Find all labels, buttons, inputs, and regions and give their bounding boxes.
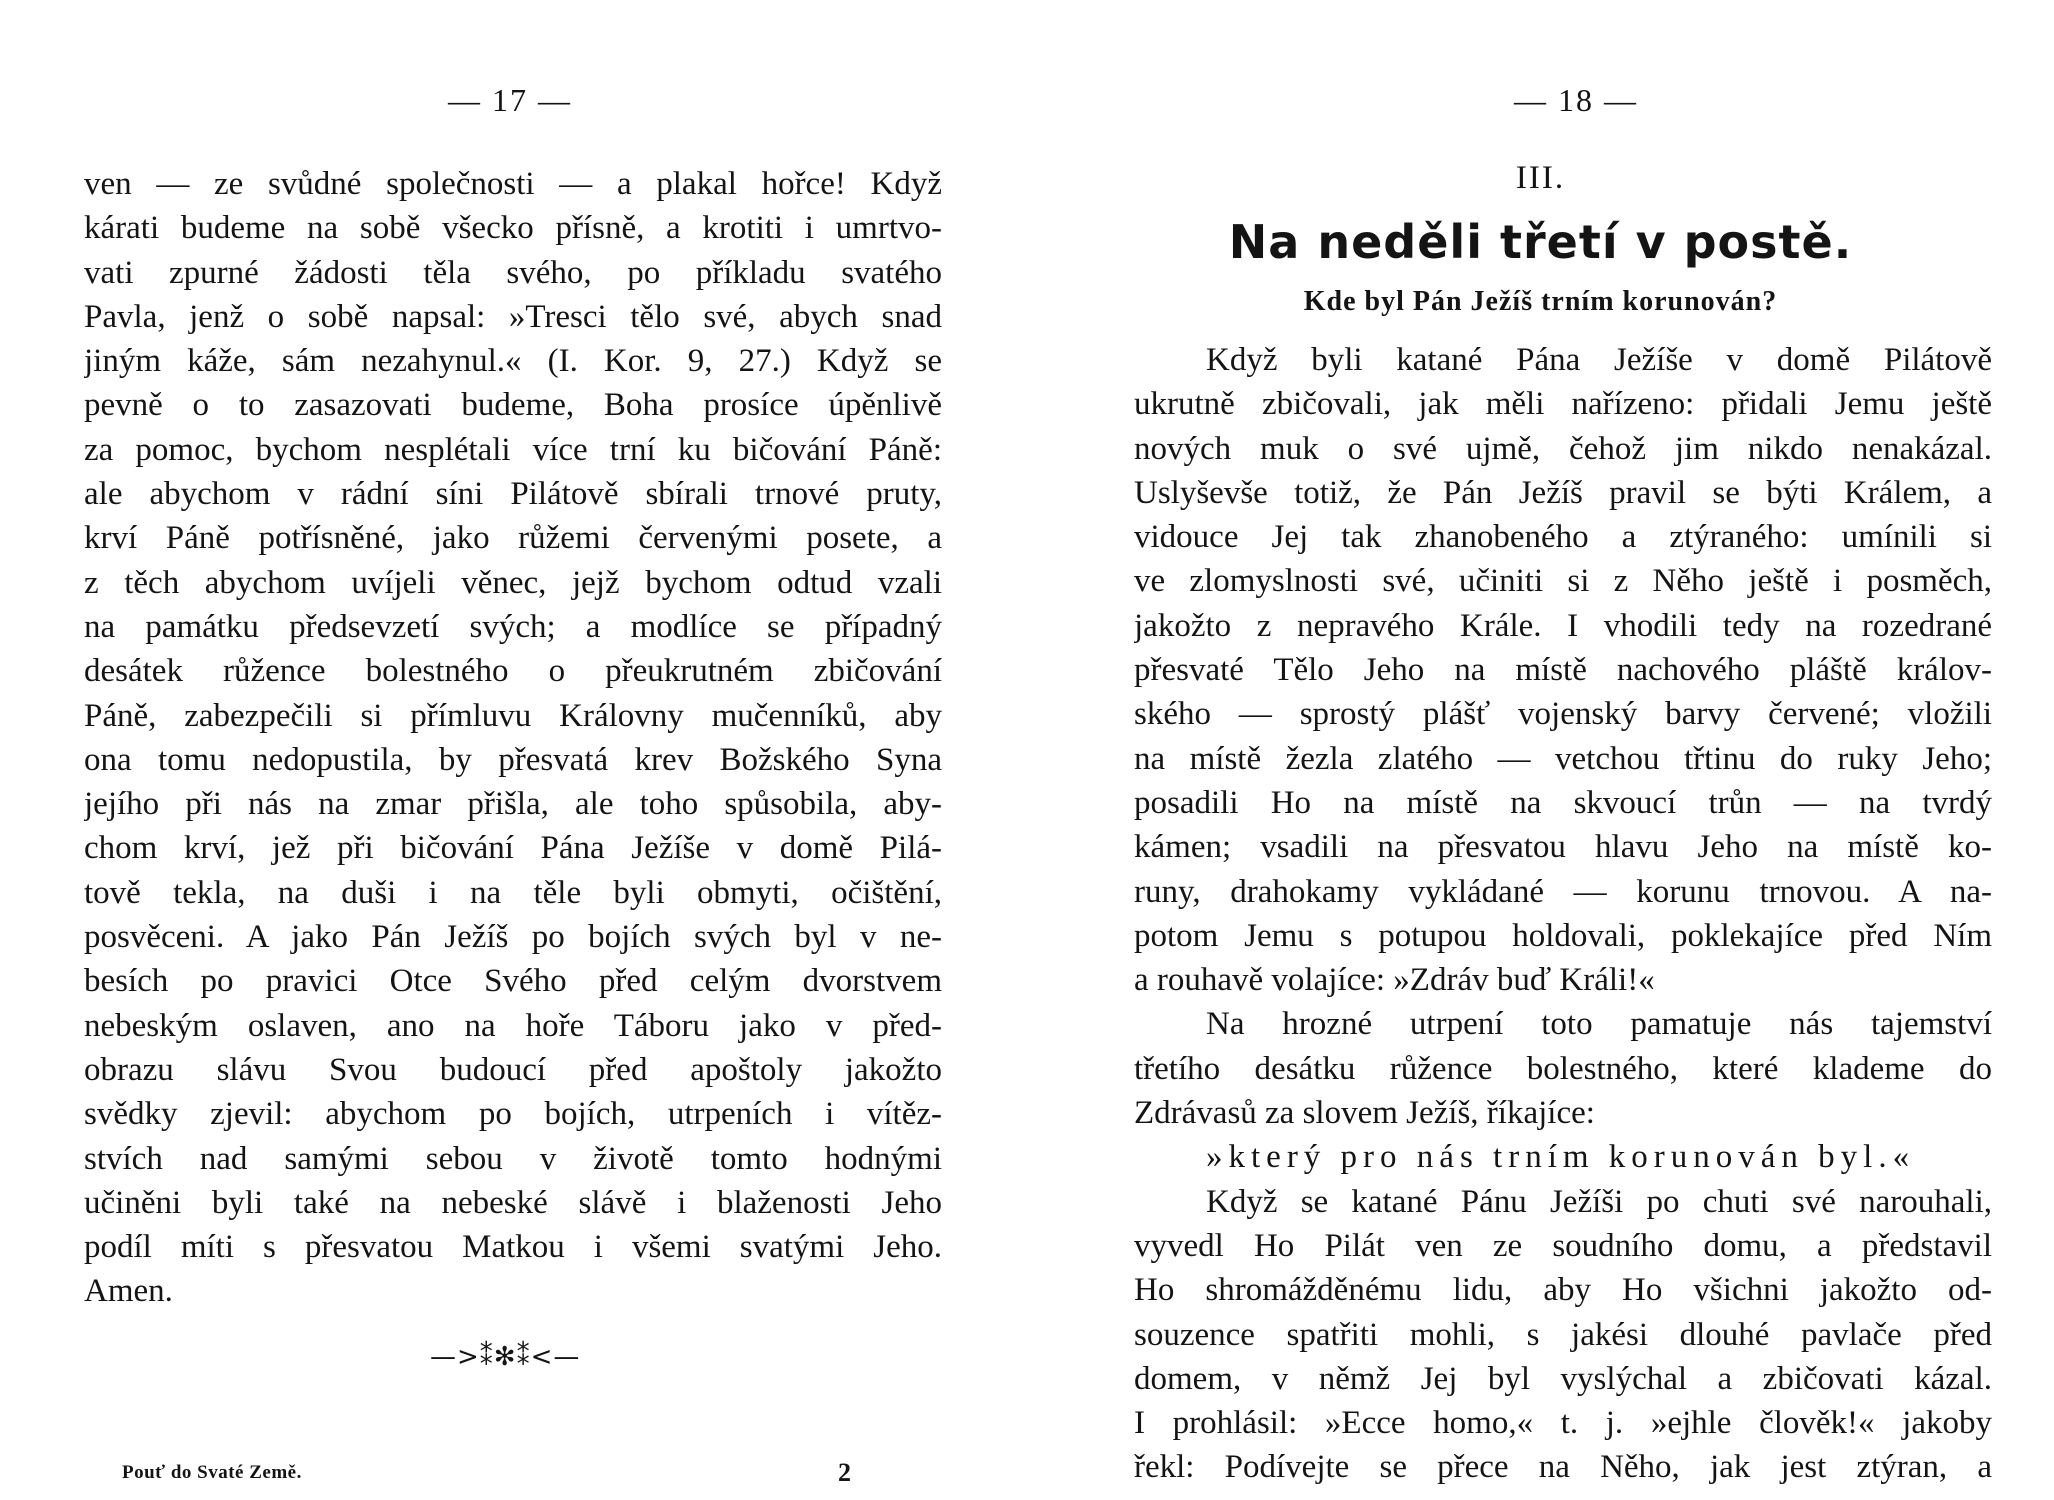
body-text bbox=[84, 162, 942, 1314]
text-line: svědky zjevil: abychom po bojích, utrpeních i vítěz- bbox=[84, 1096, 942, 1133]
text-line: jejího při nás na zmar přišla, ale toho spůsobila, aby- bbox=[84, 786, 942, 823]
text-line: potom Jemu s potupou holdovali, poklekajíce před Ním bbox=[1134, 917, 1992, 954]
text-line: besích po pravici Otce Svého před celým dvorstvem bbox=[84, 963, 942, 1000]
text-line: kámen; vsadili na přesvatou hlavu Jeho na místě ko- bbox=[1134, 829, 1992, 866]
text-line: Ho shromážděnému lidu, aby Ho všichni jakožto od- bbox=[1134, 1272, 1992, 1309]
text-line: kárati budeme na sobě všecko přísně, a krotiti i umrtvo- bbox=[84, 210, 942, 247]
text-line: řekl: Podívejte se přece na Něho, jak jest ztýran, a bbox=[1134, 1449, 1992, 1486]
text-line: stvích nad samými sebou v životě tomto hodnými bbox=[84, 1140, 942, 1177]
text-line: posadili Ho na místě na skvoucí trůn — na tvrdý bbox=[1134, 784, 1992, 821]
page-number: — 17 — bbox=[448, 82, 572, 118]
text-line: vyvedl Ho Pilát ven ze soudního domu, a představil bbox=[1134, 1227, 1992, 1264]
right-page bbox=[1027, 0, 2054, 1500]
text-line: obrazu slávu Svou budoucí před apoštoly jakožto bbox=[84, 1051, 942, 1088]
text-line: I prohlásil: »Ecce homo,« t. j. »ejhle člověk!« jakoby bbox=[1134, 1405, 1992, 1442]
text-line: ven — ze svůdné společnosti — a plakal hořce! Když bbox=[84, 166, 942, 202]
text-line: krví Páně potřísněné, jako růžemi červenými posete, a bbox=[84, 520, 942, 557]
text-line: souzence spatřiti mohli, s jakési dlouhé pavlače před bbox=[1134, 1316, 1992, 1353]
text-line: jakožto z nepravého Krále. I vhodili tedy na rozedrané bbox=[1134, 607, 1992, 644]
text-line: »který pro nás trním korunován byl.« bbox=[1206, 1139, 1916, 1176]
text-line: z těch abychom uvíjeli věnec, jejž bychom odtud vzali bbox=[84, 564, 942, 601]
text-line: na památku předsevzetí svých; a modlíce se případný bbox=[84, 608, 942, 645]
ornament: —>⁑✻⁑<— bbox=[430, 1342, 581, 1372]
text-line: jiným káže, sám nezahynul.« (I. Kor. 9, 27.) Když se bbox=[84, 343, 942, 380]
text-line: ale abychom v rádní síni Pilátově sbírali trnové pruty, bbox=[84, 476, 942, 513]
footer-book-title: Pouť do Svaté Země. bbox=[122, 1462, 302, 1483]
text-line: a rouhavě volajíce: »Zdráv buď Králi!« bbox=[1134, 962, 1655, 999]
text-line: Na hrozné utrpení toto pamatuje nás tajemství bbox=[1206, 1006, 1992, 1043]
signature-mark: 2 bbox=[838, 1458, 851, 1487]
text-line: vidouce Jej tak zhanobeného a ztýraného: umínili si bbox=[1134, 519, 1992, 556]
text-line: Pavla, jenž o sobě napsal: »Tresci tělo své, abych snad bbox=[84, 298, 942, 335]
text-line: nebeským oslaven, ano na hoře Táboru jako v před- bbox=[84, 1007, 942, 1044]
text-line: ukrutně zbičovali, jak měli nařízeno: přidali Jemu ještě bbox=[1134, 386, 1992, 423]
text-line: za pomoc, bychom nesplétali více trní ku bičování Páně: bbox=[84, 431, 942, 468]
chapter-subtitle: Kde byl Pán Ježíš trním korunován? bbox=[1303, 286, 1778, 317]
text-line: přesvaté Tělo Jeho na místě nachového pláště králov- bbox=[1134, 652, 1992, 689]
text-line: pevně o to zasazovati budeme, Boha prosíce úpěnlivě bbox=[84, 387, 942, 424]
text-line: Zdrávasů za slovem Ježíš, říkajíce: bbox=[1134, 1095, 1595, 1132]
text-line: ského — sprostý plášť vojenský barvy červené; vložili bbox=[1134, 696, 1992, 733]
text-line: posvěceni. A jako Pán Ježíš po bojích svých byl v ne- bbox=[84, 919, 942, 956]
text-line: tově tekla, na duši i na těle byli obmyti, očištění, bbox=[84, 874, 942, 911]
text-line: nových muk o své ujmě, čehož jim nikdo nenakázal. bbox=[1134, 430, 1992, 467]
text-line: Uslyševše totiž, že Pán Ježíš pravil se býti Králem, a bbox=[1134, 474, 1992, 511]
text-line: chom krví, jež při bičování Pána Ježíše v domě Pilá- bbox=[84, 830, 942, 867]
text-line: Páně, zabezpečili si přímluvu Královny mučenníků, aby bbox=[84, 697, 942, 734]
body-text bbox=[1134, 338, 1992, 1490]
text-line: desátek růžence bolestného o přeukrutném zbičování bbox=[84, 653, 942, 690]
text-line: runy, drahokamy vykládané — korunu trnovou. A na- bbox=[1134, 873, 1992, 910]
text-line: vati zpurné žádosti těla svého, po příkladu svatého bbox=[84, 254, 942, 291]
text-line: třetího desátku růžence bolestného, které klademe do bbox=[1134, 1050, 1992, 1087]
text-line: na místě žezla zlatého — vetchou třtinu do ruky Jeho; bbox=[1134, 740, 1992, 777]
page-number: — 18 — bbox=[1514, 82, 1638, 118]
text-line: ona tomu nedopustila, by přesvatá krev Božského Syna bbox=[84, 741, 942, 778]
text-line: podíl míti s přesvatou Matkou i všemi svatými Jeho. bbox=[84, 1229, 942, 1266]
chapter-title: Na neděli třetí v postě. bbox=[1228, 215, 1853, 269]
text-line: domem, v němž Jej byl vyslýchal a zbičovati kázal. bbox=[1134, 1360, 1992, 1397]
text-line: ve zlomyslnosti své, učiniti si z Něho ještě i posměch, bbox=[1134, 563, 1992, 600]
text-line: učiněni byli také na nebeské slávě i blaženosti Jeho bbox=[84, 1184, 942, 1221]
text-line: Amen. bbox=[84, 1273, 173, 1310]
text-line: Když byli katané Pána Ježíše v domě Pilátově bbox=[1206, 342, 1992, 378]
chapter-number: III. bbox=[1515, 160, 1566, 196]
text-line: Když se katané Pánu Ježíši po chuti své narouhali, bbox=[1206, 1183, 1992, 1220]
